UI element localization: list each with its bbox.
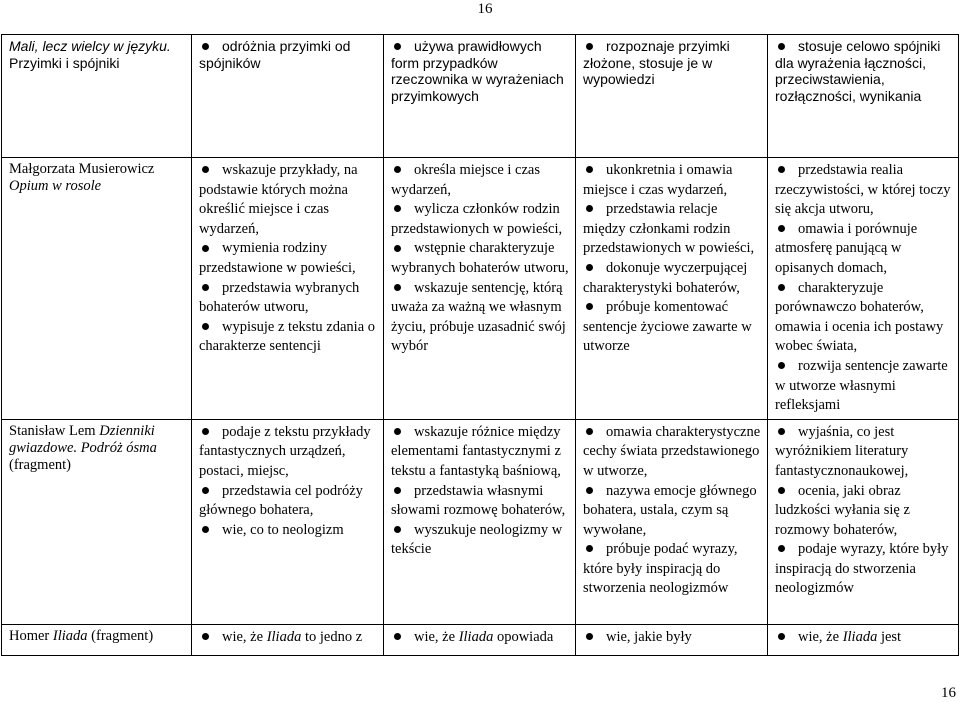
list-item [775,357,953,416]
table-row [2,624,959,655]
list-item [391,239,570,278]
level-cell [768,35,959,158]
bullet-icon [586,166,593,173]
bullet-icon [778,225,785,232]
bullet-icon [202,323,209,330]
list-item-text: wie, co to neologizm [222,521,344,538]
list-item [199,239,378,278]
list-item-text: wylicza członków rodzin przedstawionych w powieści, [391,201,563,237]
bullet-icon [586,205,593,212]
bullet-icon [394,43,401,50]
level-cell [768,419,959,624]
bullet-icon [778,43,785,50]
list-item-text: podaje z tekstu przykłady fantastycznych urządzeń, postaci, miejsc, [199,423,371,479]
bullet-icon [202,284,209,291]
list-item [391,521,570,560]
bullet-icon [778,166,785,173]
topic-cell [2,35,192,158]
bullet-list [199,161,378,357]
level-cell [192,35,384,158]
list-item-text: przedstawia realia rzeczywistości, w której toczy się akcja utworu, [775,162,951,218]
list-item-text: omawia charakterystyczne cechy świata przedstawionego w utworze, [583,423,761,479]
list-item [199,38,378,71]
list-item [583,423,762,482]
list-item-text: stosuje celowo spójniki dla wyrażenia łączności, przeciwstawienia, rozłączności, wynikania [775,38,941,104]
bullet-icon [394,487,401,494]
list-item [583,540,762,599]
bullet-icon [394,284,401,291]
bullet-list [199,628,378,648]
work-suffix: (fragment) [91,627,154,644]
list-item [583,200,762,259]
list-item-text: wie, że [222,628,267,645]
list-item-text: ukonkretnia i omawia miejsce i czas wydarzeń, [583,162,733,198]
list-item [775,423,953,482]
bullet-icon [202,487,209,494]
bullet-icon [394,633,401,640]
level-cell [192,624,384,655]
bullet-icon [202,428,209,435]
bullet-icon [778,428,785,435]
list-item [199,482,378,521]
bullet-icon [202,43,209,50]
list-item-text: próbuje podać wyrazy, które były inspiracją do stworzenia neologizmów [583,541,738,597]
list-item [775,220,953,279]
bullet-list [199,423,378,541]
bullet-icon [586,545,593,552]
bullet-list [775,161,953,416]
list-item-text: odróżnia przyimki od spójników [199,38,351,71]
bullet-icon [778,633,785,640]
bullet-list [775,423,953,599]
work-title: Dzienniki gwiazdowe. Podróż ósma [9,422,157,456]
list-item-text: wymienia rodziny przedstawione w powieści, [199,240,356,276]
list-item [391,482,570,521]
level-cell [576,158,768,420]
list-item-text: używa prawidłowych form przypadków rzeczownika w wyrażeniach przyimkowych [391,38,564,104]
level-cell [192,158,384,420]
bullet-list [583,161,762,357]
list-item-text: Iliada [458,628,494,645]
bullet-list [775,38,953,104]
list-item-text: przedstawia własnymi słowami rozmowę bohaterów, [391,482,566,519]
work-cell [2,158,192,420]
table-row [2,35,959,158]
bullet-icon [586,303,593,310]
work-cell [2,419,192,624]
bullet-list [391,38,570,104]
bullet-list [583,38,762,88]
bullet-icon [202,245,209,252]
list-item-text: jest [877,628,902,645]
list-item [199,161,378,239]
list-item [583,482,762,541]
level-cell [384,624,576,655]
list-item-text: przedstawia cel podróży głównego bohatera, [199,482,363,519]
table-row [2,158,959,420]
list-item [199,318,378,357]
list-item-text: wyszukuje neologizmy w tekście [391,521,563,558]
bullet-icon [586,633,593,640]
list-item-text: wie, jakie były [606,628,692,645]
list-item [199,521,378,541]
list-item [775,482,953,541]
bullet-list [775,628,953,648]
table-row [2,419,959,624]
level-cell [576,624,768,655]
list-item [775,540,953,599]
work-title: Iliada [52,627,88,644]
list-item [775,279,953,357]
list-item-text: przedstawia wybranych bohaterów utworu, [199,279,360,316]
level-cell [576,35,768,158]
list-item [775,38,953,104]
list-item-text: omawia i porównuje atmosferę panującą w opisanych domach, [775,220,918,276]
level-cell [384,419,576,624]
list-item-text: charakteryzuje porównawczo bohaterów, omawia i ocenia ich postawy wobec świata, [775,279,944,355]
list-item [775,628,953,648]
list-item-text: przedstawia relacje między członkami rodzin przedstawionych w powieści, [583,201,755,257]
list-item [391,161,570,200]
bullet-icon [202,633,209,640]
bullet-icon [778,362,785,369]
list-item [775,161,953,220]
list-item [583,161,762,200]
bullet-icon [394,166,401,173]
work-cell [2,624,192,655]
level-cell [768,624,959,655]
list-item-text: wie, że [798,628,843,645]
list-item [391,628,570,648]
bullet-icon [586,43,593,50]
list-item-text: wypisuje z tekstu zdania o charakterze sentencji [199,318,376,355]
list-item [199,279,378,318]
level-cell [576,419,768,624]
list-item-text: wskazuje przykłady, na podstawie których można określić miejsce i czas wydarzeń, [199,162,358,237]
list-item-text: Iliada [842,628,878,645]
bullet-icon [394,245,401,252]
bullet-list [391,423,570,560]
list-item [583,298,762,357]
list-item-text: próbuje komentować sentencje życiowe zawarte w utworze [583,299,752,355]
level-cell [384,158,576,420]
bullet-icon [778,487,785,494]
bullet-list [583,628,762,648]
work-title: Opium w rosole [9,178,102,194]
list-item-text: Iliada [266,628,302,645]
list-item-text: wyjaśnia, co jest wyróżnikiem literatury fantastycznonaukowej, [775,423,909,479]
bullet-list [199,38,378,71]
list-item-text: określa miejsce i czas wydarzeń, [391,162,541,198]
list-item-text: opowiada [493,628,554,645]
list-item-text: wie, że [414,628,459,645]
list-item [583,259,762,298]
requirements-table [1,34,959,656]
bullet-icon [778,545,785,552]
list-item [391,38,570,104]
topic-title: Mali, lecz wielcy w języku. [9,38,171,54]
list-item-text: to jedno z [301,628,363,645]
bullet-icon [202,166,209,173]
work-author: Homer [9,627,50,644]
list-item-text: wskazuje sentencję, którą uważa za ważną we własnym życiu, próbuje uzasadnić swój wybór [391,279,566,355]
list-item [391,279,570,357]
bullet-icon [778,284,785,291]
work-author: Stanisław Lem [9,422,96,439]
list-item-text: rozpoznaje przyimki złożone, stosuje je w wypowiedzi [583,38,730,87]
page-number-bottom: 16 [941,685,956,701]
bullet-icon [586,264,593,271]
list-item [583,38,762,88]
bullet-icon [586,487,593,494]
list-item [199,628,378,648]
list-item [391,423,570,482]
work-suffix: (fragment) [9,456,71,473]
list-item-text: dokonuje wyczerpującej charakterystyki bohaterów, [583,259,748,296]
bullet-list [391,628,570,648]
bullet-list [583,423,762,599]
topic-subtitle: Przyimki i spójniki [9,55,120,71]
list-item-text: nazywa emocje głównego bohatera, ustala, czym są wywołane, [583,482,757,538]
bullet-icon [394,205,401,212]
level-cell [192,419,384,624]
list-item-text: wstępnie charakteryzuje wybranych bohaterów utworu, [391,240,569,276]
page-number-top: 16 [477,1,493,17]
list-item [199,423,378,482]
list-item-text: podaje wyrazy, które były inspiracją do stworzenia neologizmów [775,541,949,597]
bullet-list [391,161,570,357]
bullet-icon [394,526,401,533]
bullet-icon [202,526,209,533]
bullet-icon [394,428,401,435]
list-item-text: rozwija sentencje zawarte w utworze własnymi refleksjami [775,357,948,414]
list-item-text: wskazuje różnice między elementami fantastycznymi z tekstu a fantastyką baśniową, [391,423,561,479]
list-item [583,628,762,648]
bullet-icon [586,428,593,435]
list-item-text: ocenia, jaki obraz ludzkości wyłania się z rozmowy bohaterów, [775,482,910,538]
level-cell [384,35,576,158]
list-item [391,200,570,239]
level-cell [768,158,959,420]
work-author: Małgorzata Musierowicz [9,161,155,177]
